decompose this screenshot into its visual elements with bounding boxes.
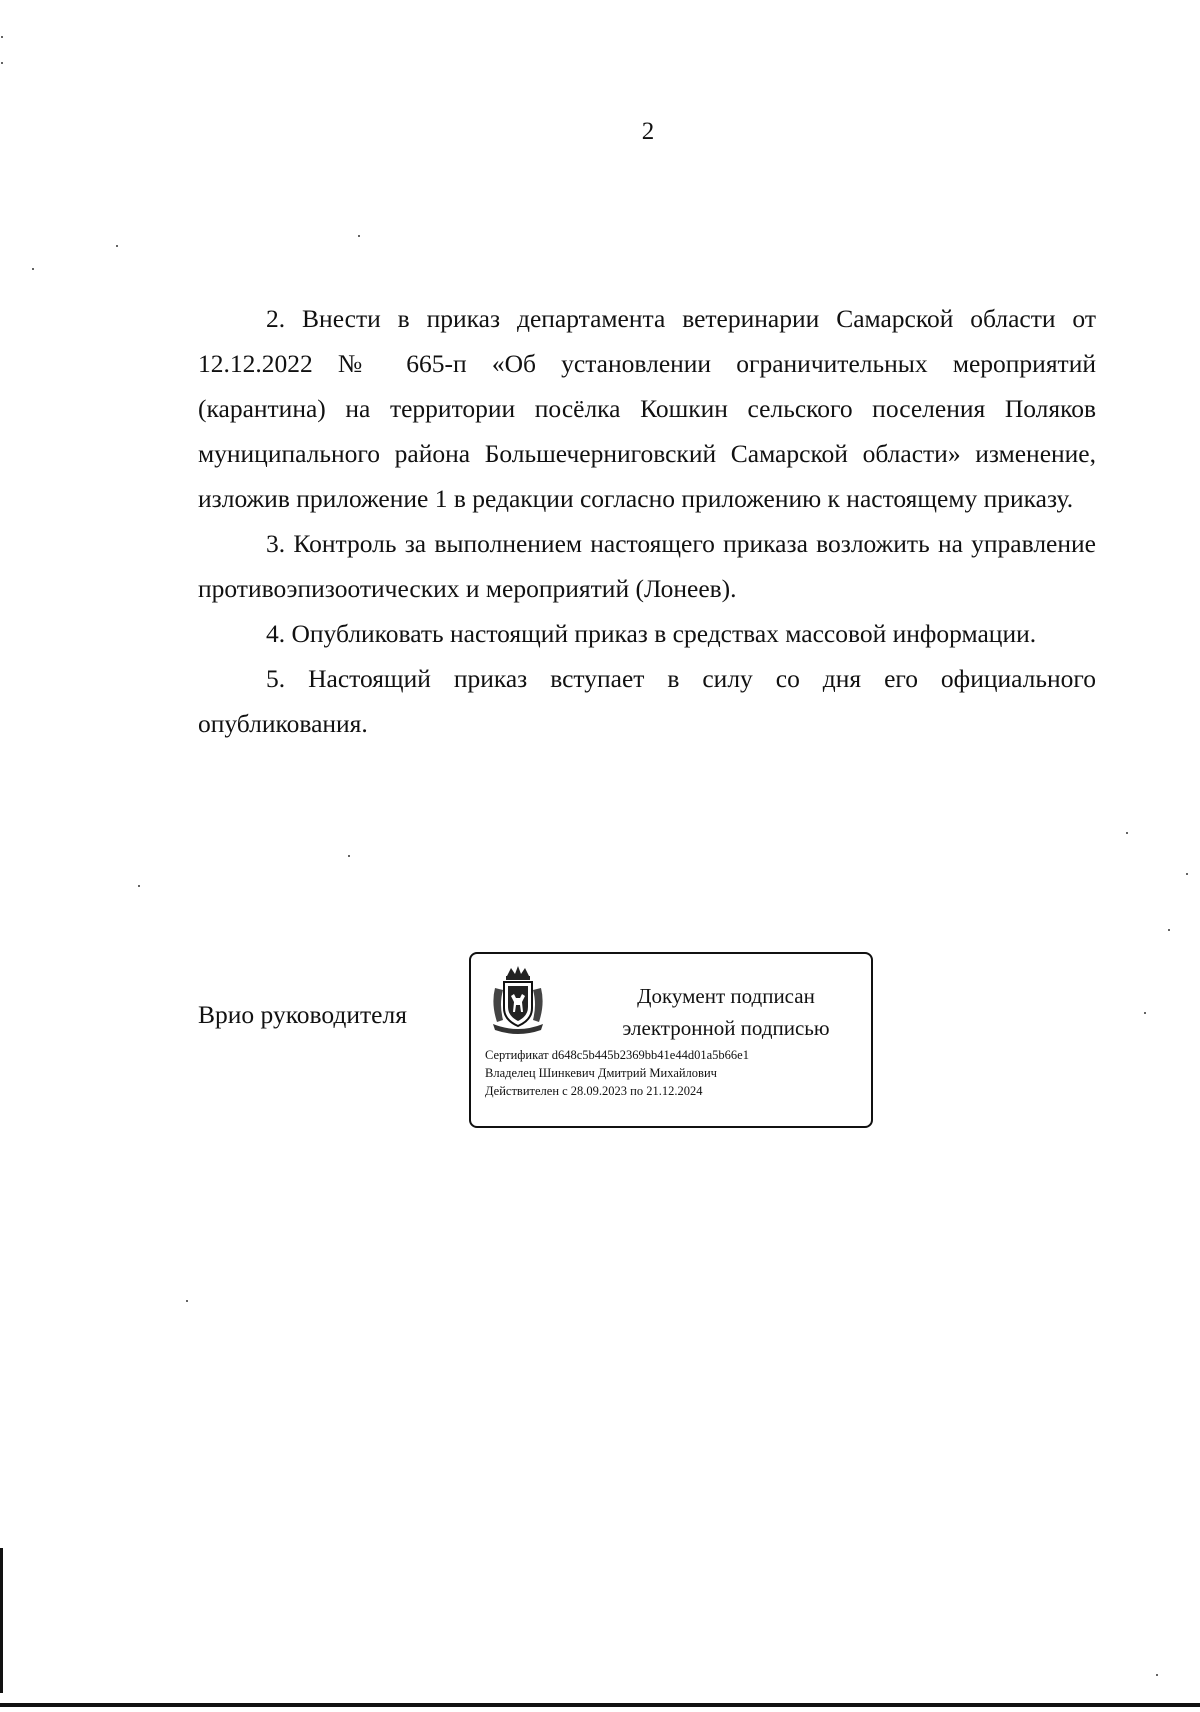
scan-speck [186,1300,188,1302]
stamp-heading [581,980,871,1044]
scan-speck [116,245,118,247]
paragraph-item-3: 3. Контроль за выполнением настоящего приказа возложить на управление противоэпизоотических и мероприятий (Лонеев). [198,529,1096,603]
signer-title: Врио руководителя [198,1000,407,1029]
scan-speck [138,885,140,887]
paragraph-item-2: 2. Внести в приказ департамента ветеринарии Самарской области от 12.12.2022 № 665-п «Об установлении ограничительных мероприятий (карантина) на территории посёлка Кошкин сельского поселения Поляков муниципального района Большечерниговский Самарской области» изменение, изложив приложение 1 в редакции согласно приложению к настоящему приказу. [198,304,1096,513]
scan-edge-left [0,1548,3,1693]
scan-speck [1126,832,1128,834]
samara-coat-of-arms-icon [489,964,547,1034]
paragraph-item-4: 4. Опубликовать настоящий приказ в средствах массовой информации. [266,619,1037,648]
stamp-heading-line-2: электронной подписью [622,1016,830,1040]
certificate-number: Сертификат d648c5b445b2369bb41e44d01a5b66e1 [485,1048,749,1062]
electronic-signature-stamp [469,952,873,1128]
certificate-owner: Владелец Шинкевич Дмитрий Михайлович [485,1066,717,1080]
page-number: 2 [641,118,655,145]
stamp-heading-line-1: Документ подписан [637,984,815,1008]
scan-speck [1144,1012,1146,1014]
scan-speck [1156,1674,1158,1676]
stamp-details [485,1046,749,1100]
scan-speck [1168,929,1170,931]
scan-speck [1,62,3,64]
scan-edge-bottom [0,1703,1200,1707]
document-body [198,296,1096,746]
scan-speck [348,855,350,857]
scan-speck [358,235,360,237]
paragraph-item-5: 5. Настоящий приказ вступает в силу со дня его официального опубликования. [198,664,1096,738]
scan-speck [1,36,3,38]
scan-speck [32,268,34,270]
scan-speck [1186,873,1188,875]
certificate-validity: Действителен с 28.09.2023 по 21.12.2024 [485,1084,703,1098]
